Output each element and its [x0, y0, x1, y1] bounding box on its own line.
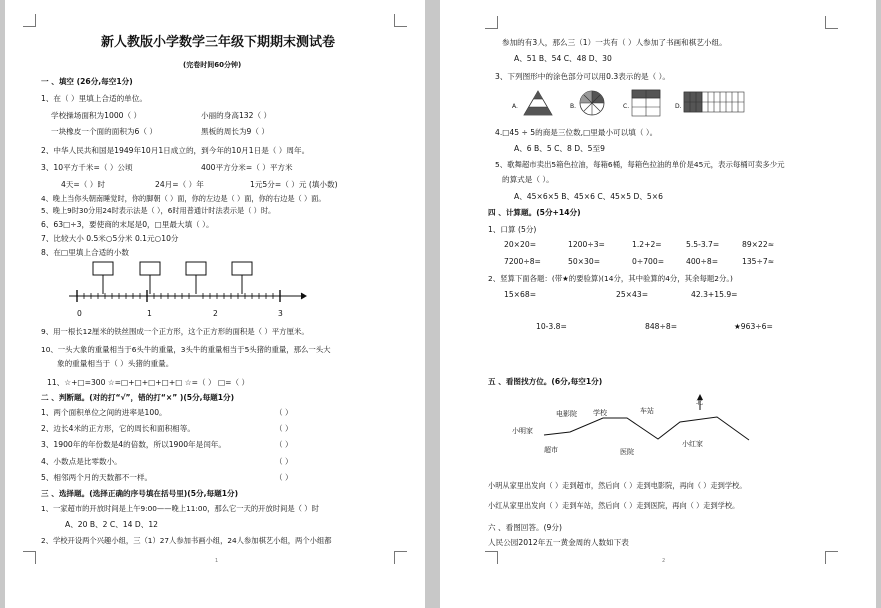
question-text: 3、下列图形中的涂色部分可以用0.3表示的是（ ）。: [495, 72, 670, 81]
map-label-station: 车站: [640, 407, 654, 415]
exam-time: (完卷时间60分钟): [183, 61, 242, 69]
column-calc-item: 848÷8=: [645, 322, 678, 331]
question-text: 1、口算 (5分): [488, 225, 537, 234]
number-line-figure: [5, 256, 425, 324]
answer-box: [93, 262, 113, 275]
exam-title: 新人教版小学数学三年级下期期末测试卷: [101, 35, 336, 50]
question-text: 小明从家里出发向（ ）走到超市，然后向（ ）走到电影院，再向（ ）走到学校。: [488, 481, 747, 490]
question-text: 1、两个面积单位之间的进率是100。: [41, 408, 167, 417]
question-text: 1、在（ ）里填上合适的单位。: [41, 94, 147, 103]
choice-label: C.: [623, 103, 630, 110]
question-text: 2、学校开设两个兴趣小组，三（1）27人参加书画小组，24人参加棋艺小组，两个小组都: [41, 536, 332, 545]
oral-calc-item: 7200÷8=: [504, 257, 541, 266]
grid-shape-c: [632, 90, 660, 116]
map-label-xiaoming-home: 小明家: [512, 427, 533, 435]
oral-calc-item: 400÷8=: [686, 257, 719, 266]
section-heading: 五 、看图找方位。(6分,每空1分): [488, 377, 603, 386]
question-text: 8、在□里填上合适的小数: [41, 248, 129, 257]
answer-box: [232, 262, 252, 275]
question-text: 参加的有3人，那么三（1）一共有（ ）人参加了书画和棋艺小组。: [502, 38, 727, 47]
oral-calc-item: 20×20=: [504, 240, 537, 249]
question-text: 4天=（ ）时: [61, 180, 105, 189]
question-text: 小红从家里出发向（ ）走到车站，然后向（ ）走到医院，再向（ ）走到学校。: [488, 501, 740, 510]
page-number: 2: [662, 558, 666, 564]
oral-calc-item: 5.5-3.7=: [686, 240, 720, 249]
map-label-xiaohong-home: 小红家: [682, 440, 703, 448]
question-text: 9、用一根长12厘米的铁丝围成一个正方形，这个正方形的面积是（ ）平方厘米。: [41, 327, 309, 336]
question-text: 2、竖算下面各题：(带★的要验算)(14分，其中验算的4分，其余每题2分。): [488, 274, 733, 283]
section-heading: 一 、填空 (26分,每空1分): [41, 77, 133, 86]
question-text: 5、相邻两个月的天数都不一样。: [41, 473, 153, 482]
question-text: 5、歌舞超市卖出5箱色拉油，每箱6桶，每箱色拉油的单价是45元，表示每桶可卖多少元: [495, 160, 785, 169]
section-heading: 二 、判断题。(对的打“√”，错的打“×” )(5分,每题1分): [41, 393, 235, 402]
question-text: 象的重量相当于（ ）头猪的重量。: [57, 359, 174, 368]
map-label-school: 学校: [593, 409, 607, 417]
question-text: 24月=（ ）年: [155, 180, 204, 189]
question-text: 一块橡皮一个面的面积为6（ ）: [51, 127, 157, 136]
answer-paren: （ ）: [275, 440, 293, 449]
question-text: A、6 B、5 C、8 D、5至9: [514, 144, 605, 153]
document-page-2: [440, 0, 876, 608]
column-calc-item: 42.3+15.9=: [691, 290, 738, 299]
section-heading: 四 、计算题。(5分+14分): [488, 208, 581, 217]
direction-map: [500, 390, 780, 470]
question-text: 3、1900年的年份数是4的倍数，所以1900年是闰年。: [41, 440, 226, 449]
column-calc-item: 15×68=: [504, 290, 537, 299]
question-text: 4.□45 ÷ 5的商是三位数,□里最小可以填（ ）。: [495, 128, 658, 137]
crop-mark: [394, 14, 407, 27]
choice-label: A.: [512, 103, 518, 110]
question-text: 2、边长4米的正方形，它的周长和面积相等。: [41, 424, 195, 433]
oral-calc-item: 89×22≈: [742, 240, 775, 249]
number-line-label: 2: [213, 309, 218, 318]
question-text: 11、☆+□=300 ☆=□+□+□+□+□ ☆=（ ） □=（ ）: [47, 378, 250, 387]
question-text: 1、一家超市的开放时间是上午9:00——晚上11:00，那么它一天的开放时间是（ ）时: [41, 504, 319, 513]
question-text: 6、63□÷3，要使商的末尾是0，□里最大填（ ）。: [41, 220, 214, 229]
column-calc-item: 25×43=: [616, 290, 649, 299]
oral-calc-item: 50×30=: [568, 257, 601, 266]
question-text: 400平方分米=（ ）平方米: [201, 163, 293, 172]
question-text: 小丽的身高132（ ）: [201, 111, 272, 120]
question-text: 的算式是（ ）。: [502, 175, 554, 184]
answer-paren: （ ）: [275, 473, 293, 482]
answer-paren: （ ）: [275, 424, 293, 433]
question-text: 5、晚上9时30分用24时表示法是（ ），6时用普通计时法表示是（ ）时。: [41, 206, 276, 215]
crop-mark: [394, 551, 407, 564]
question-text: 10、一头大象的重量相当于6头牛的重量，3头牛的重量相当于5头猪的重量，那么一头大: [41, 345, 331, 354]
question-text: A、51 B、54 C、48 D、30: [514, 54, 612, 63]
map-label-cinema: 电影院: [556, 410, 577, 418]
oral-calc-item: 1.2+2=: [632, 240, 662, 249]
question-text: 学校操场面积为1000（ ）: [51, 111, 142, 120]
circle-shape: [580, 91, 604, 115]
crop-mark: [825, 551, 838, 564]
section-heading: 三 、选择题。(选择正确的序号填在括号里)(5分,每题1分): [41, 489, 239, 498]
grid-shape-d: [684, 92, 744, 112]
question-text: A、45×6×5 B、45×6 C、45×5 D、5×6: [514, 192, 663, 201]
choice-label: B.: [570, 103, 577, 110]
question-text: 4、晚上当你头朝南睡觉时，你的脚朝（ ）面，你的左边是（ ）面，你的右边是（ ）面。: [41, 194, 326, 203]
map-label-supermarket: 超市: [544, 446, 558, 454]
number-line-label: 3: [278, 309, 283, 318]
number-line-label: 0: [77, 309, 82, 318]
crop-mark: [485, 551, 498, 564]
crop-mark: [23, 14, 36, 27]
oral-calc-item: 135÷7≈: [742, 257, 775, 266]
column-calc-item: ★963÷6=: [734, 322, 773, 331]
column-calc-item: 10-3.8=: [536, 322, 567, 331]
answer-box: [140, 262, 160, 275]
question-text: 黑板的周长为9（ ）: [201, 127, 269, 136]
shaded-figures: [500, 88, 760, 118]
page-number: 1: [215, 558, 219, 564]
oral-calc-item: 1200÷3=: [568, 240, 605, 249]
question-text: A、20 B、2 C、14 D、12: [65, 520, 158, 529]
question-text: 3、10平方千米=（ ）公顷: [41, 163, 133, 172]
section-heading: 六 、看图回答。(9分): [488, 523, 562, 532]
answer-paren: （ ）: [275, 408, 293, 417]
answer-box: [186, 262, 206, 275]
choice-label: D.: [675, 103, 682, 110]
map-label-hospital: 医院: [620, 448, 634, 456]
document-page-1: [5, 0, 425, 608]
crop-mark: [485, 16, 498, 29]
question-text: 7、比较大小 0.5米○5分米 0.1元○10分: [41, 234, 179, 243]
oral-calc-item: 0÷700=: [632, 257, 665, 266]
number-line-label: 1: [147, 309, 152, 318]
question-text: 人民公园2012年五一黄金周的人数如下表: [488, 538, 629, 547]
crop-mark: [825, 16, 838, 29]
question-text: 2、中华人民共和国是1949年10月1日成立的，到今年的10月1日是（ ）周年。: [41, 146, 310, 155]
answer-paren: （ ）: [275, 457, 293, 466]
question-text: 4、小数点是比零数小。: [41, 457, 122, 466]
crop-mark: [23, 551, 36, 564]
triangle-shape: [524, 91, 552, 115]
map-label-north: 北: [696, 398, 703, 406]
question-text: 1元5分=（ ）元 (填小数): [250, 180, 338, 189]
